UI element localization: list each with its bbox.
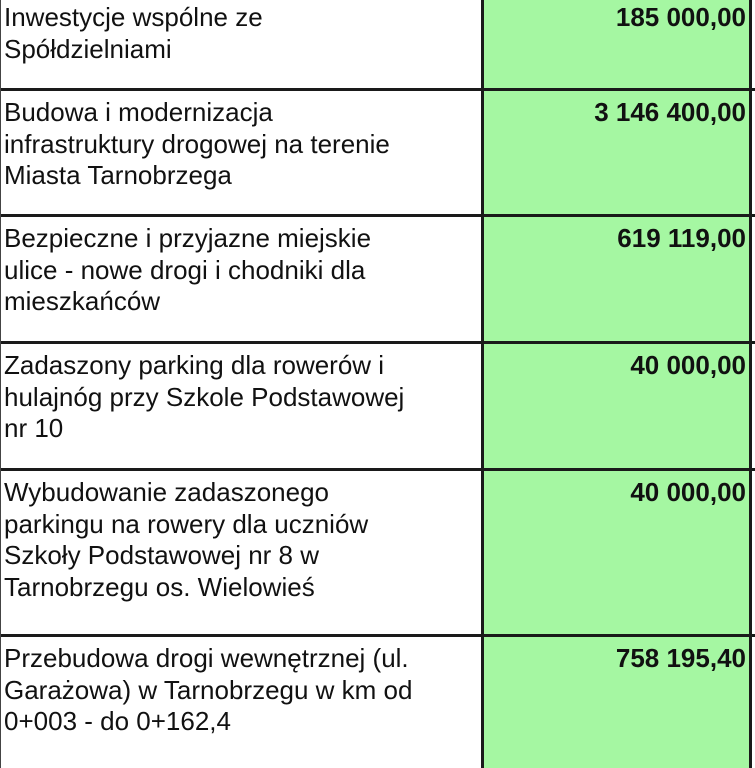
table-right-border — [749, 0, 752, 768]
investment-amount: 758 195,40 — [484, 637, 749, 768]
investment-amount: 40 000,00 — [484, 471, 749, 634]
investment-amount: 40 000,00 — [484, 344, 749, 468]
table-row — [0, 637, 755, 768]
investment-name: Wybudowanie zadaszonego parkingu na rowery dla uczniów Szkoły Podstawowej nr 8 w Tarnobrzegu os. Wielowieś — [0, 471, 484, 634]
investment-name: Inwestycje wspólne ze Spółdzielniami — [0, 0, 484, 88]
table-row — [0, 217, 755, 344]
investment-name: Budowa i modernizacja infrastruktury drogowej na terenie Miasta Tarnobrzega — [0, 91, 484, 214]
table-row — [0, 0, 755, 91]
investment-amount: 3 146 400,00 — [484, 91, 749, 214]
table-row — [0, 471, 755, 637]
investment-amount: 619 119,00 — [484, 217, 749, 341]
table-left-border — [0, 0, 1, 768]
investment-name: Bezpieczne i przyjazne miejskie ulice - nowe drogi i chodniki dla mieszkańców — [0, 217, 484, 341]
table-row — [0, 344, 755, 471]
investment-name: Zadaszony parking dla rowerów i hulajnóg przy Szkole Podstawowej nr 10 — [0, 344, 484, 468]
investment-name: Przebudowa drogi wewnętrznej (ul. Garażowa) w Tarnobrzegu w km od 0+003 - do 0+162,4 — [0, 637, 484, 768]
investment-amount: 185 000,00 — [484, 0, 749, 88]
table-row — [0, 91, 755, 217]
